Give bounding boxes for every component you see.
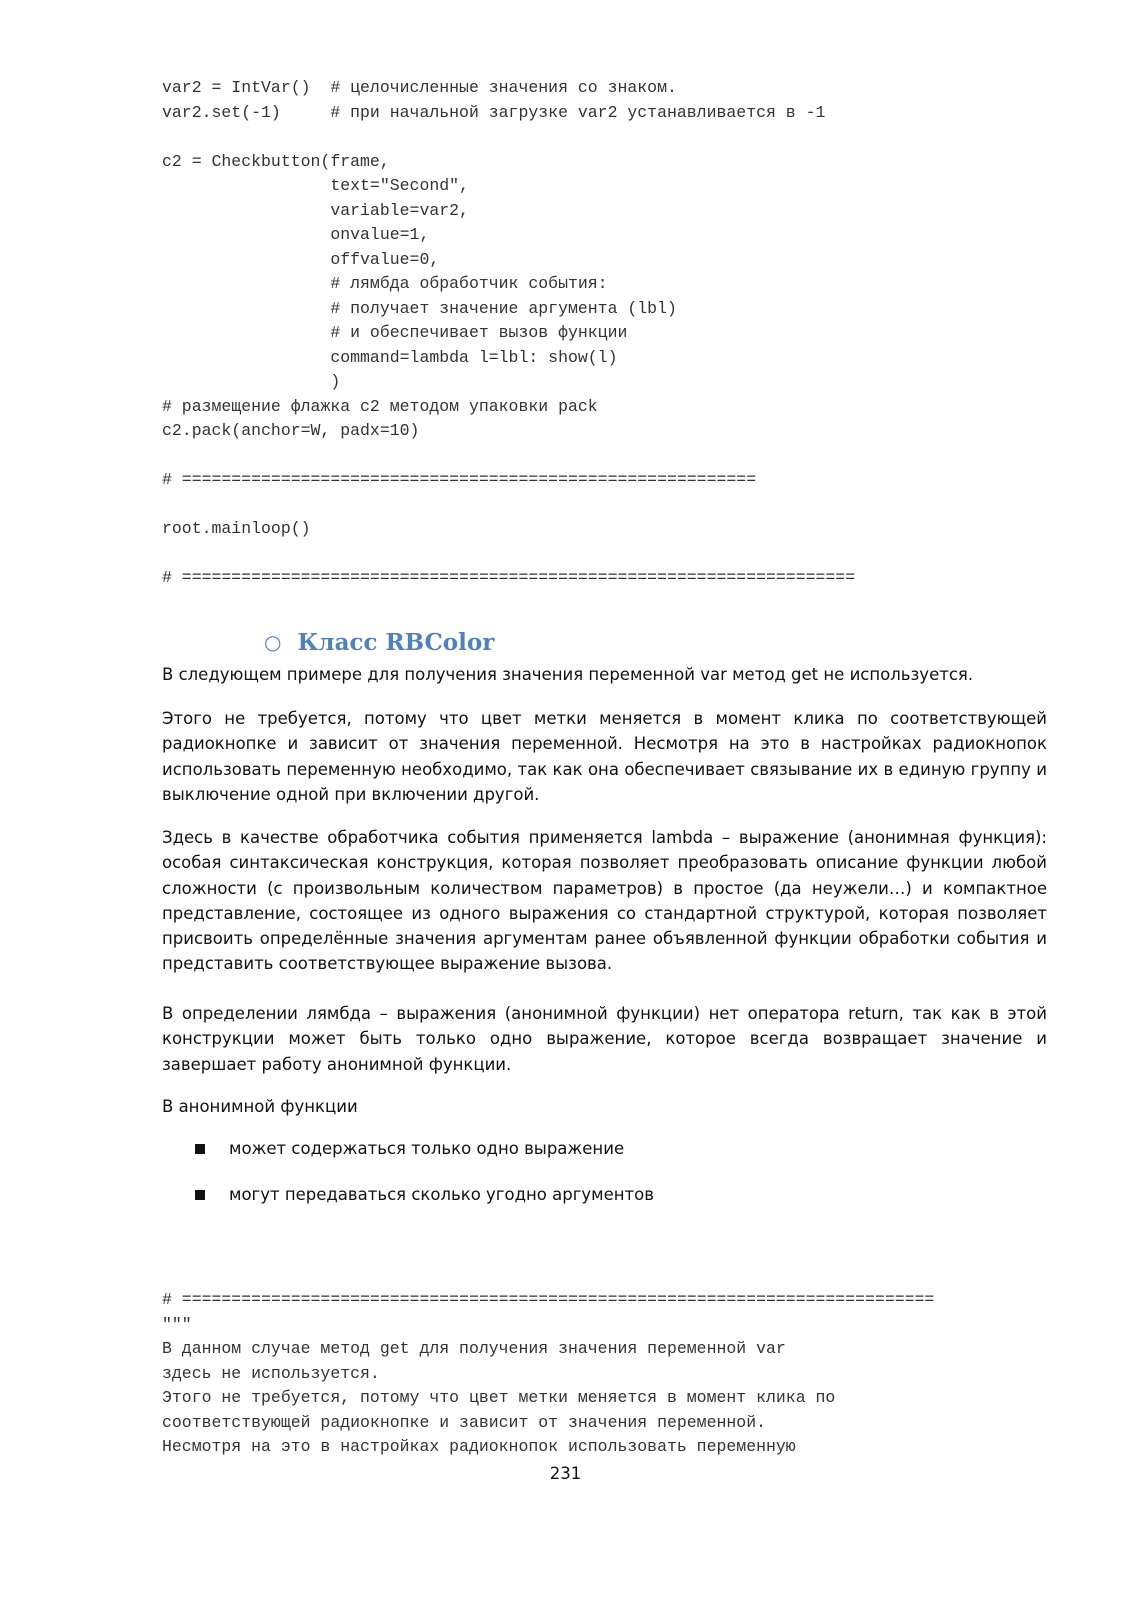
list-item-text: может содержаться только одно выражение — [229, 1139, 625, 1158]
hollow-circle-bullet-icon: ○ — [264, 630, 282, 654]
paragraph-3 — [162, 825, 1047, 977]
paragraph-text: Здесь в качестве обработчика события применяется lambda – выражение (анонимная функция): особая синтаксическая конструкция, которая позволяет преобразовать описание функции любой сложности (с произвольным количеством параметров) в простое (да неужели…) и компактное представление, состоящее из одного выражения со стандартной структурой, которая позволяет присвоить определённые значения аргументам ранее объявленной функции обработки события и представить соответствующее выражение вызова. — [162, 828, 1047, 974]
list-item-text: могут передаваться сколько угодно аргументов — [229, 1185, 654, 1204]
paragraph-text: В следующем примере для получения значения переменной var метод get не используется. — [162, 665, 974, 684]
section-heading-title: Класс RBColor — [297, 629, 495, 656]
paragraph-text: В анонимной функции — [162, 1097, 358, 1116]
code-block-bottom: # ============================================================================ """ В данном случае метод get для получения значения переменной var здесь не используется. Этого не требуется, потому что цвет метки меняется в момент клика по соответствующей радиокнопке и зависит от значения переменной. Несмотря на это в настройках радиокнопок использовать переменную — [162, 1290, 935, 1456]
paragraph-1 — [162, 662, 1047, 687]
list-item — [195, 1126, 654, 1172]
section-heading — [264, 627, 494, 659]
paragraph-2 — [162, 706, 1047, 807]
paragraph-5 — [162, 1094, 1047, 1119]
square-bullet-icon — [195, 1190, 205, 1200]
bullet-list — [195, 1126, 654, 1218]
paragraph-text: В определении лямбда – выражения (анонимной функции) нет оператора return, так как в этой конструкции может быть только одно выражение, которое всегда возвращает значение и завершает работу анонимной функции. — [162, 1004, 1047, 1074]
code-block-top: var2 = IntVar() # целочисленные значения со знаком. var2.set(-1) # при начальной загрузке var2 устанавливается в -1 c2 = Checkbutton(frame, text="Second", variable=var2, onvalue=1, offvalue=0, # лямбда обработчик события: # получает значение аргумента (lbl) # и обеспечивает вызов функции command=lambda l=lbl: show(l) ) # размещение флажка c2 методом упаковки pack c2.pack(anchor=W, padx=10) # ========================================================== root.mainloop() # ==================================================================== — [162, 78, 856, 587]
paragraph-text: Этого не требуется, потому что цвет метки меняется в момент клика по соответствующей радиокнопке и зависит от значения переменной. Несмотря на это в настройках радиокнопок использовать переменную необходимо, так как она обеспечивает связывание их в единую группу и выключение одной при включении другой. — [162, 709, 1047, 804]
square-bullet-icon — [195, 1144, 205, 1154]
paragraph-4 — [162, 1001, 1047, 1077]
page-number: 231 — [549, 1464, 582, 1483]
list-item — [195, 1172, 654, 1218]
